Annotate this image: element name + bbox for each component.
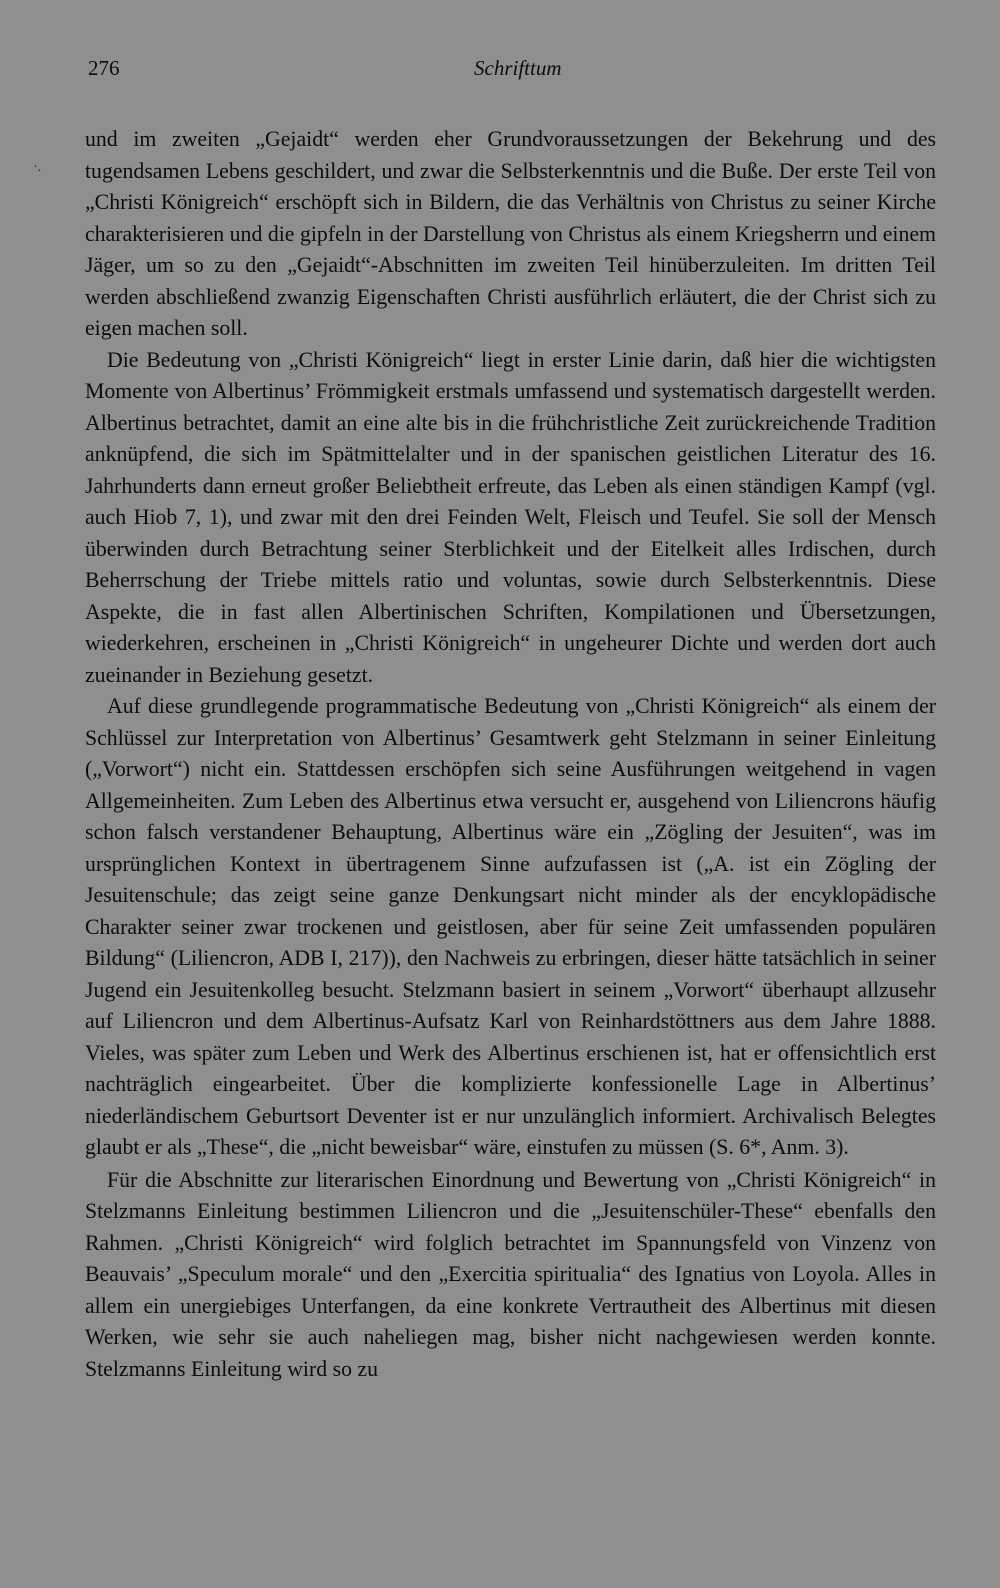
paragraph: Für die Abschnitte zur literarischen Einordnung und Bewertung von „Christi Königreich“ in Stelzmanns Einleitung bestimmen Liliencron und die „Jesuitenschüler-These“ ebenfalls den Rahmen. „Christi Königreich“ wird folglich betrachtet im Spannungsfeld von Vinzenz von Beauvais’ „Speculum morale“ und den „Exercitia spiritualia“ des Ignatius von Loyola. Alles in allem ein unergiebiges Unterfangen, da eine konkrete Vertrautheit des Albertinus mit diesen Werken, wie sehr sie auch naheliegen mag, bisher nicht nachgewiesen werden konnte. Stelzmanns Einleitung wird so zu — [85, 1167, 936, 1381]
running-title: Schrifttum — [474, 56, 562, 80]
paragraph: und im zweiten „Gejaidt“ werden eher Grundvoraussetzungen der Bekehrung und des tugendsamen Lebens geschildert, und zwar die Selbsterkenntnis und die Buße. Der erste Teil von „Christi Königreich“ erschöpft sich in Bildern, die das Verhältnis von Christus zu seiner Kirche charakterisieren und die gipfeln in der Darstellung von Christus als einem Kriegsherrn und einem Jäger, um so zu den „Gejaidt“-Abschnitten im zweiten Teil hinüberzuleiten. Im dritten Teil werden abschließend zwanzig Eigenschaften Christi ausführlich erläutert, die der Christ sich zu eigen machen soll. — [85, 127, 936, 340]
margin-mark: ·. — [33, 160, 42, 175]
body-text — [85, 124, 936, 1385]
page-header — [88, 56, 928, 86]
page-number: 276 — [88, 56, 120, 80]
paragraph: Auf diese grundlegende programmatische Bedeutung von „Christi Königreich“ als einem der Schlüssel zur Interpretation von Albertinus’ Gesamtwerk geht Stelzmann in seiner Einleitung („Vorwort“) nicht ein. Stattdessen erschöpfen sich seine Ausführungen weitgehend in vagen Allgemeinheiten. Zum Leben des Albertinus etwa versucht er, ausgehend von Liliencrons häufig schon falsch verstandener Behauptung, Albertinus wäre ein „Zögling der Jesuiten“, was im ursprünglichen Kontext in übertragenem Sinne aufzufassen ist („A. ist ein Zögling der Jesuitenschule; das zeigt seine ganze Denkungsart nicht minder als der encyklopädische Charakter seiner zwar trockenen und geistlosen, aber für seine Zeit umfassenden populären Bildung“ (Liliencron, ADB I, 217)), den Nachweis zu erbringen, dieser hätte tatsächlich in seiner Jugend ein Jesuitenkolleg besucht. Stelzmann basiert in seinem „Vorwort“ überhaupt allzusehr auf Liliencron und dem Albertinus-Aufsatz Karl von Reinhardstöttners aus dem Jahre 1888. Vieles, was später zum Leben und Werk des Albertinus erschienen ist, hat er offensichtlich erst nachträglich eingearbeitet. Über die komplizierte konfessionelle Lage in Albertinus’ niederländischem Geburtsort Deventer ist er nur unzulänglich informiert. Archivalisch Belegtes glaubt er als „These“, die „nicht beweisbar“ wäre, einstufen zu müssen (S. 6*, Anm. 3). — [85, 694, 936, 1159]
paragraph: Die Bedeutung von „Christi Königreich“ liegt in erster Linie darin, daß hier die wichtigsten Momente von Albertinus’ Frömmigkeit erstmals umfassend und systematisch dargestellt werden. Albertinus betrachtet, damit an eine alte bis in die frühchristliche Zeit zurückreichende Tradition anknüpfend, die sich im Spätmittelalter und in der spanischen geistlichen Literatur des 16. Jahrhunderts dann erneut großer Beliebtheit erfreute, das Leben als einen ständigen Kampf (vgl. auch Hiob 7, 1), und zwar mit den drei Feinden Welt, Fleisch und Teufel. Sie soll der Mensch überwinden durch Betrachtung seiner Sterblichkeit und der Eitelkeit alles Irdischen, durch Beherrschung der Triebe mittels ratio und voluntas, sowie durch Selbsterkenntnis. Diese Aspekte, die in fast allen Albertinischen Schriften, Kompilationen und Übersetzungen, wiederkehren, erscheinen in „Christi Königreich“ in ungeheurer Dichte und werden dort auch zueinander in Beziehung gesetzt. — [85, 347, 936, 687]
